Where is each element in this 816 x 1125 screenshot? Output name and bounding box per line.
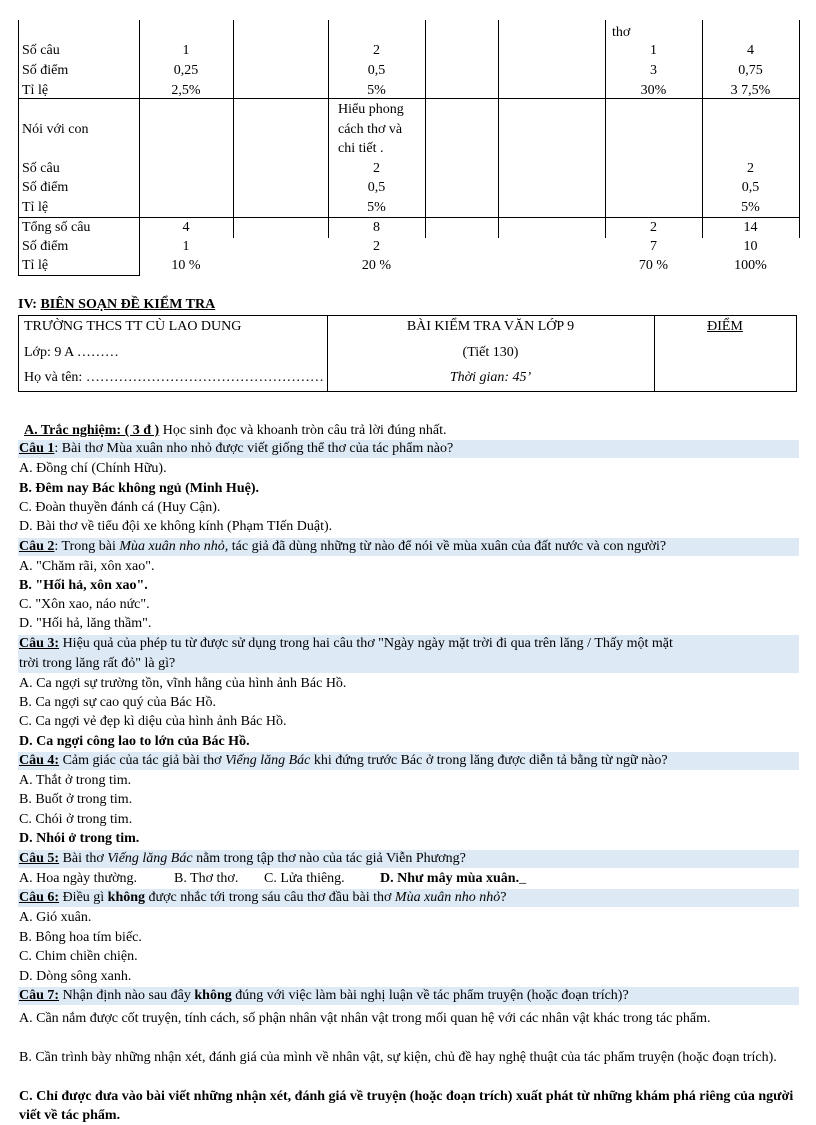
row-label: Tỉ lệ xyxy=(22,83,49,98)
cell: chi tiết . xyxy=(338,141,384,156)
cell: 1 xyxy=(650,43,657,58)
cell: 0,5 xyxy=(741,180,760,195)
name-label: Họ và tên: …………………………………………… xyxy=(24,370,324,385)
cell: 2 xyxy=(373,161,380,176)
question-3-cont: trời trong lăng rất đỏ" là gì? xyxy=(19,656,176,671)
option-c: C. Ca ngợi vẻ đẹp kì diệu của hình ảnh Bác Hồ. xyxy=(19,714,287,729)
option-d: D. "Hối hả, lăng thầm". xyxy=(19,616,152,631)
cell: 0,25 xyxy=(173,63,199,78)
row-title: Nói với con xyxy=(22,122,89,137)
cell: Hiểu phong xyxy=(338,102,404,117)
option-a: A. Ca ngợi sự trường tồn, vĩnh hằng của hình ảnh Bác Hồ. xyxy=(19,676,347,691)
question-4: Câu 4: Cảm giác của tác giả bài thơ Viếng lăng Bác khi đứng trước Bác ở trong lăng được diễn tả bằng từ ngữ nào? xyxy=(19,753,668,768)
score-label: ĐIỂM xyxy=(707,319,743,334)
cell: 5% xyxy=(367,200,386,215)
cell: 10 xyxy=(743,239,758,254)
cell: 2,5% xyxy=(171,83,201,98)
row-label: Tỉ lệ xyxy=(22,200,49,215)
cell: 70 % xyxy=(638,258,669,273)
option-d-correct: D. Nhói ở trong tim. xyxy=(19,831,140,846)
question-2: Câu 2: Trong bài Mùa xuân nho nhỏ, tác giả đã dùng những từ nào để nói về mùa xuân của đất nước và con người? xyxy=(19,539,667,554)
row-label: Số câu xyxy=(22,161,60,176)
option-d-correct: D. Ca ngợi công lao to lớn của Bác Hồ. xyxy=(19,734,250,749)
row-label: Số điểm xyxy=(22,239,69,254)
option-b: B. Bông hoa tím biếc. xyxy=(19,930,142,945)
cell: 0,75 xyxy=(738,63,763,78)
cell: 100% xyxy=(734,258,767,273)
exam-time: Thời gian: 45’ xyxy=(449,370,532,385)
option-b: B. Thơ thơ. xyxy=(174,871,239,886)
option-c-correct: C. Chỉ được đưa vào bài viết những nhận xét, đánh giá về truyện (hoặc đoạn trích) xuất phát từ những khám phá riêng của người viết về tác phẩm. xyxy=(19,1089,794,1123)
option-d: D. Dòng sông xanh. xyxy=(19,969,132,984)
option-d-correct: D. Như mây mùa xuân._ xyxy=(380,871,527,886)
part-a-heading: A. Trắc nghiệm: ( 3 đ ) Học sinh đọc và khoanh tròn câu trả lời đúng nhất. xyxy=(24,423,447,438)
cell: 8 xyxy=(373,220,380,235)
cell: 1 xyxy=(182,239,190,254)
cell: 7 xyxy=(650,239,657,254)
option-a: A. Cần nắm được cốt truyện, tính cách, số phận nhân vật nhân vật trong mối quan hệ với các nhân vật khác trong tác phẩm. xyxy=(19,1011,711,1026)
cell: 3 7,5% xyxy=(730,83,771,98)
option-c: C. Chim chiền chiện. xyxy=(19,949,138,964)
cell: 0,5 xyxy=(367,63,386,78)
question-6: Câu 6: Điều gì không được nhắc tới trong sáu câu thơ đầu bài thơ Mùa xuân nho nhỏ? xyxy=(19,890,507,905)
cell: 10 % xyxy=(171,258,201,273)
option-b: B. Buốt ở trong tim. xyxy=(19,792,133,807)
question-1: Câu 1: Bài thơ Mùa xuân nho nhỏ được viết giống thể thơ của tác phẩm nào? xyxy=(19,441,454,456)
cell: 2 xyxy=(373,239,380,254)
cell: 5% xyxy=(741,200,760,215)
question-5: Câu 5: Bài thơ Viếng lăng Bác nằm trong tập thơ nào của tác giả Viễn Phương? xyxy=(19,851,466,866)
cell: 2 xyxy=(747,161,754,176)
class-label: Lớp: 9 A ……… xyxy=(24,345,119,360)
question-7: Câu 7: Nhận định nào sau đây không đúng với việc làm bài nghị luận về tác phẩm truyện (hoặc đoạn trích)? xyxy=(19,988,629,1003)
option-d: D. Bài thơ về tiểu đội xe không kính (Phạm TIến Duật). xyxy=(19,519,333,534)
cell: 5% xyxy=(367,83,386,98)
option-a: A. Gió xuân. xyxy=(19,910,92,925)
cell: 4 xyxy=(747,43,754,58)
option-b-correct: B. "Hối hả, xôn xao". xyxy=(19,578,148,593)
option-a: A. Hoa ngày thường. xyxy=(19,871,138,886)
matrix-top-tho: thơ xyxy=(612,25,631,40)
option-c: C. "Xôn xao, náo nức". xyxy=(19,597,150,612)
cell: 1 xyxy=(182,43,190,58)
cell: 0,5 xyxy=(367,180,386,195)
cell: 20 % xyxy=(361,258,392,273)
question-3: Câu 3: Hiệu quả của phép tu từ được sử dụng trong hai câu thơ "Ngày ngày mặt trời đi qua trên lăng / Thấy một mặt xyxy=(19,636,673,651)
option-b: B. Ca ngợi sự cao quý của Bác Hồ. xyxy=(19,695,216,710)
row-label: Số câu xyxy=(22,43,60,58)
cell: 3 xyxy=(650,63,657,78)
row-label: Tỉ lệ xyxy=(22,258,49,273)
cell: cách thơ và xyxy=(338,122,403,137)
cell: 4 xyxy=(182,220,190,235)
section-heading: IV: BIÊN SOẠN ĐỀ KIỂM TRA xyxy=(18,297,216,312)
option-c: C. Lửa thiêng. xyxy=(264,871,345,886)
row-label: Số điểm xyxy=(22,63,69,78)
exam-period: (Tiết 130) xyxy=(462,345,519,360)
row-label: Số điểm xyxy=(22,180,69,195)
option-b: B. Cần trình bày những nhận xét, đánh giá của mình về nhân vật, sự kiện, chủ đề hay nghệ thuật của tác phẩm truyện (hoặc đoạn trích). xyxy=(19,1050,777,1065)
option-c: C. Đoàn thuyền đánh cá (Huy Cận). xyxy=(19,500,221,515)
option-c: C. Chói ở trong tim. xyxy=(19,812,133,827)
option-a: A. Thắt ở trong tim. xyxy=(19,773,132,788)
school-name: TRƯỜNG THCS TT CÙ LAO DUNG xyxy=(24,319,242,334)
cell: 2 xyxy=(650,220,657,235)
row-label: Tổng số câu xyxy=(22,220,91,235)
option-a: A. Đồng chí (Chính Hữu). xyxy=(19,461,167,476)
option-a: A. "Chăm rãi, xôn xao". xyxy=(19,559,155,574)
cell: 2 xyxy=(373,43,380,58)
cell: 14 xyxy=(743,220,758,235)
exam-title: BÀI KIỂM TRA VĂN LỚP 9 xyxy=(406,319,575,334)
cell: 30% xyxy=(640,83,667,98)
option-b-correct: B. Đêm nay Bác không ngủ (Minh Huệ). xyxy=(19,481,259,496)
